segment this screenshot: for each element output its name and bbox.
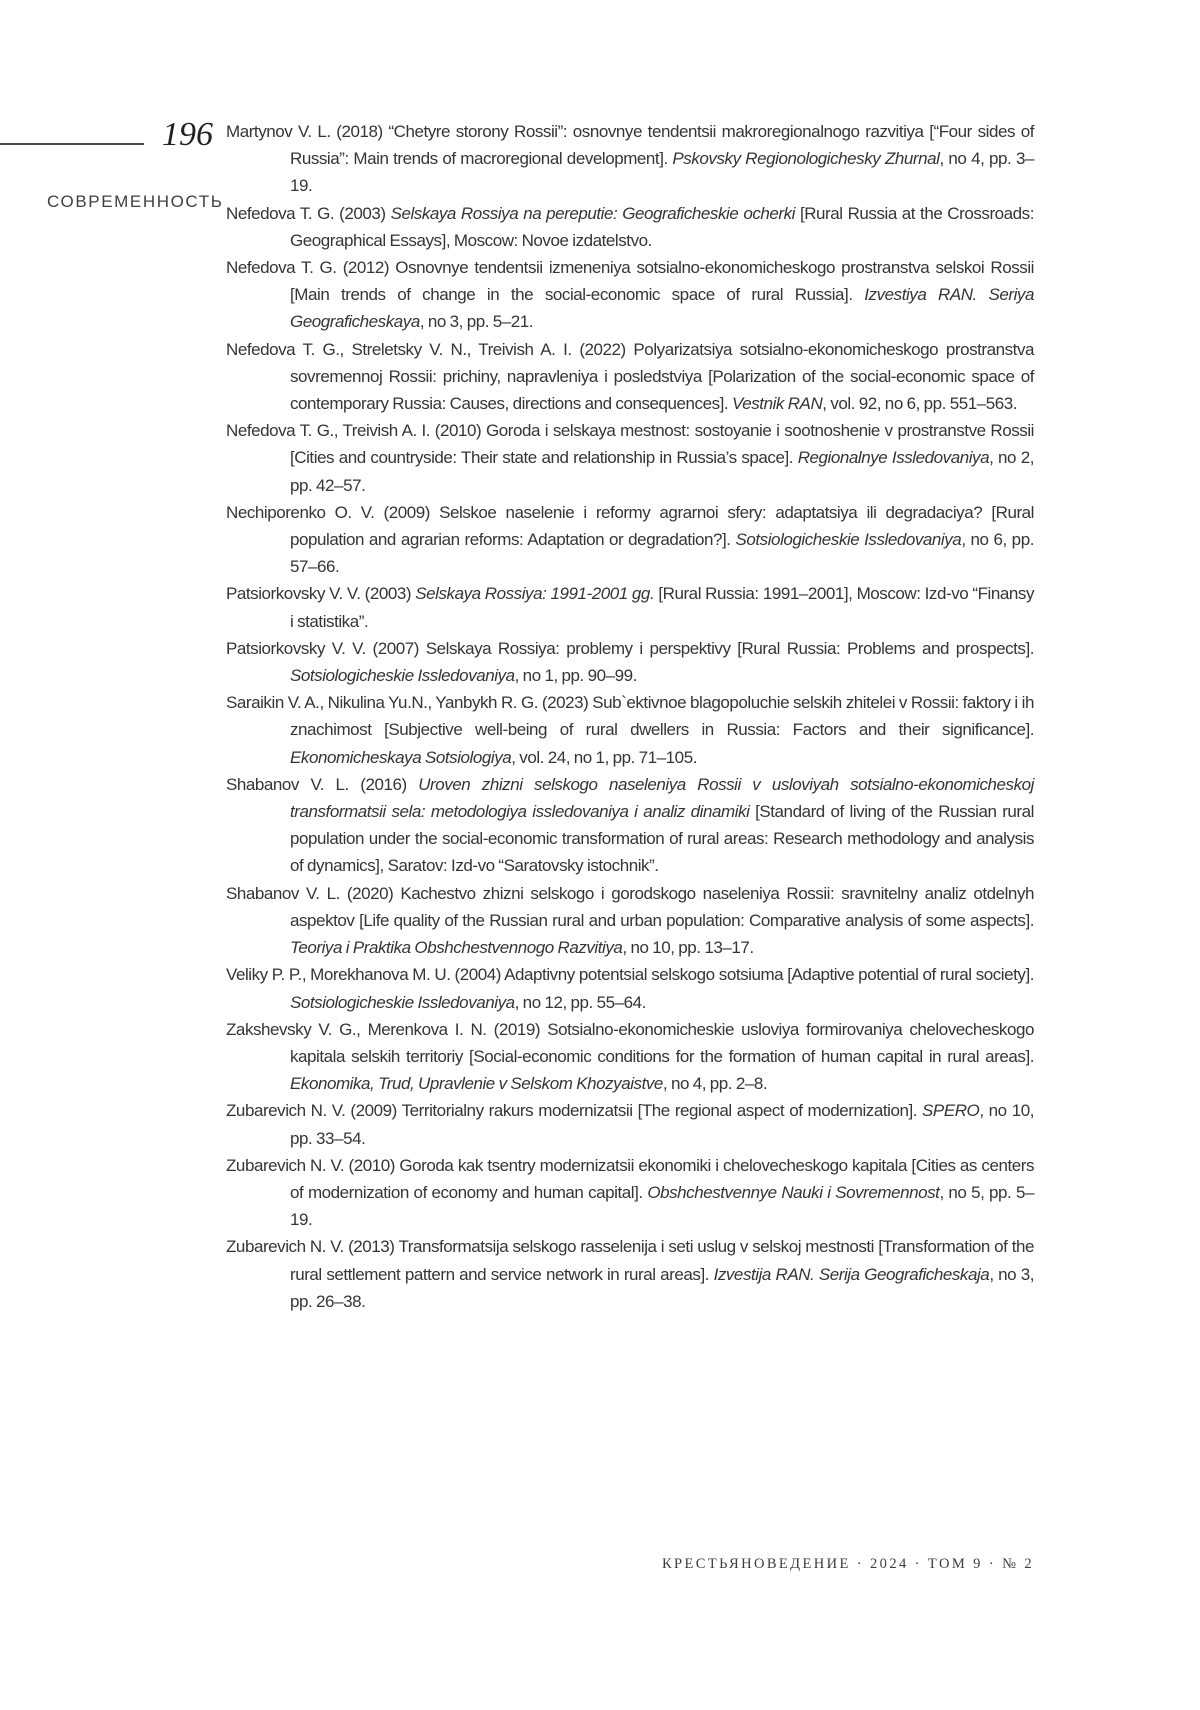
reference-text-segment: Ekonomika, Trud, Upravlenie v Selskom Khozyaistve [290,1074,663,1094]
reference-text-segment: Zubarevich N. V. (2009) Territorialny rakurs modernizatsii [The regional aspect of modernization]. [226,1101,923,1121]
reference-text-segment: Pskovsky Regionologichesky Zhurnal [672,149,940,169]
reference-text-segment: , vol. 24, no 1, pp. 71–105. [511,747,697,767]
reference-text-segment: , no 12, pp. 55–64. [514,992,646,1012]
reference-text-segment: Teoriya i Praktika Obshchestvennogo Razvitiya [290,938,623,958]
reference-text-segment: Shabanov V. L. (2016) [226,774,419,794]
reference-entry [226,336,1034,418]
page-number-rule [0,143,144,145]
reference-text-segment: , no 4, pp. 3–19. [290,149,1034,196]
reference-entry [226,1152,1034,1234]
reference-text-segment: , no 3, pp. 26–38. [290,1264,1035,1311]
reference-text-segment: , no 4, pp. 2–8. [662,1074,768,1094]
reference-text-segment: Sotsiologicheskie Issledovaniya [735,530,962,550]
reference-text-segment: [Standard of living of the Russian rural population under the social-economic transformation of rural areas: Research methodology and analysis of dynamics], Saratov: Izd-vo “Saratovsky istochnik”. [290,802,1034,876]
reference-text-segment: Patsiorkovsky V. V. (2003) [226,584,416,604]
reference-entry [226,417,1034,499]
reference-text-segment: SPERO [922,1101,980,1121]
reference-entry [226,689,1034,771]
reference-text-segment: Zubarevich N. V. (2010) Goroda kak tsentry modernizatsii ekonomiki i chelovecheskogo kapitala [Cities as centers of modernization of economy and human capital]. [226,1155,1034,1202]
reference-text-segment: , no 5, pp. 5–19. [290,1182,1035,1230]
reference-text-segment: Selskaya Rossiya na pereputie: Geograficheskie ocherki [390,203,795,223]
journal-footer: КРЕСТЬЯНОВЕДЕНИЕ · 2024 · ТОМ 9 · № 2 [661,1556,1034,1572]
reference-text-segment: [Rural Russia at the Crossroads: Geographical Essays], Moscow: Novoe izdatelstvo. [290,203,1034,250]
reference-text-segment: Nefedova T. G. (2003) [226,203,391,223]
reference-text-segment: , no 6, pp. 57–66. [290,530,1034,577]
reference-text-segment: Nefedova T. G., Treivish A. I. (2010) Goroda i selskaya mestnost: sostoyanie i sootnoshenie v prostranstve Rossii [Cities and countryside: Their state and relationship in Russia’s space]. [226,421,1034,468]
reference-entry [226,880,1034,962]
reference-text-segment: , no 3, pp. 5–21. [419,312,534,332]
reference-entry [226,1097,1034,1151]
reference-entry [226,1233,1034,1315]
reference-text-segment: , no 2, pp. 42–57. [290,448,1034,495]
reference-entry [226,580,1034,634]
reference-text-segment: , no 10, pp. 13–17. [622,938,754,958]
reference-text-segment: Vestnik RAN [731,394,823,414]
page-number: 196 [162,116,213,153]
reference-text-segment: Shabanov V. L. (2020) Kachestvo zhizni selskogo i gorodskogo naseleniya Rossii: sravnitelny analiz otdelnyh aspektov [Life quality of the Russian rural and urban population: Comparative analysis of some aspects]. [226,883,1034,930]
reference-entry [226,1016,1034,1098]
reference-entry [226,771,1034,880]
reference-entry [226,118,1034,200]
reference-entry [226,635,1034,689]
reference-text-segment: Uroven zhizni selskogo naseleniya Rossii v usloviyah sotsialno-ekonomicheskoj transformatsii sela: metodologiya issledovaniya i analiz dinamiki [290,774,1034,822]
reference-text-segment: Zubarevich N. V. (2013) Transformatsija selskogo rasselenija i seti uslug v selskoj mestnosti [Transformation of the rural settlement pattern and service network in rural areas]. [226,1237,1034,1284]
section-label: СОВРЕМЕННОСТЬ [47,192,224,211]
reference-text-segment: Obshchestvennye Nauki i Sovremennost [647,1182,940,1202]
references-list [226,118,1034,1315]
reference-text-segment: Izvestiya RAN. Seriya Geograficheskaya [290,285,1034,332]
reference-entry [226,254,1034,336]
reference-entry [226,200,1034,254]
reference-text-segment: Selskaya Rossiya: 1991-2001 gg. [415,584,655,604]
reference-text-segment: , no 1, pp. 90–99. [514,666,637,686]
reference-text-segment: Nefedova T. G. (2012) Osnovnye tendentsii izmeneniya sotsialno-ekonomicheskogo prostranstva selskoi Rossii [Main trends of change in the social-economic space of rural Russia]. [226,258,1034,305]
reference-text-segment: , vol. 92, no 6, pp. 551–563. [822,394,1018,414]
reference-entry [226,961,1034,1015]
reference-text-segment: , no 10, pp. 33–54. [290,1101,1034,1148]
reference-text-segment: Saraikin V. A., Nikulina Yu.N., Yanbykh R. G. (2023) Sub`ektivnoe blagopoluchie selskih zhitelei v Rossii: faktory i ih znachimost [Subjective well-being of rural dwellers in Russia: Factors and their significance]. [226,693,1034,740]
reference-text-segment: Nefedova T. G., Streletsky V. N., Treivish A. I. (2022) Polyarizatsiya sotsialno-ekonomicheskogo prostranstva sovremennoj Rossii: prichiny, napravleniya i posledstviya [Polarization of the social-economic space of contemporary Russia: Causes, directions and consequences]. [226,339,1034,414]
reference-text-segment: Regionalnye Issledovaniya [797,448,990,468]
reference-text-segment: Veliky P. P., Morekhanova M. U. (2004) Adaptivny potentsial selskogo sotsiuma [Adaptive potential of rural society]. [226,965,1034,985]
reference-text-segment: Ekonomicheskaya Sotsiologiya [290,747,512,767]
reference-entry [226,499,1034,581]
reference-text-segment: Zakshevsky V. G., Merenkova I. N. (2019) Sotsialno-ekonomicheskie usloviya formirovaniya chelovecheskogo kapitala selskih territoriy [Social-economic conditions for the formation of human capital in rural areas]. [226,1019,1034,1066]
reference-text-segment: Sotsiologicheskie Issledovaniya [290,992,515,1012]
reference-text-segment: Nechiporenko O. V. (2009) Selskoe naselenie i reformy agrarnoi sfery: adaptatsiya ili degradaciya? [Rural population and agrarian reforms: Adaptation or degradation?]. [226,502,1034,550]
reference-text-segment: Patsiorkovsky V. V. (2007) Selskaya Rossiya: problemy i perspektivy [Rural Russia: Problems and prospects]. [226,638,1034,658]
reference-text-segment: [Rural Russia: 1991–2001], Moscow: Izd-vo “Finansy i statistika”. [290,584,1034,631]
reference-text-segment: Martynov V. L. (2018) “Chetyre storony Rossii”: osnovnye tendentsii makroregionalnogo razvitiya [“Four sides of Russia”: Main trends of macroregional development]. [226,122,1034,169]
reference-text-segment: Sotsiologicheskie Issledovaniya [290,666,515,686]
reference-text-segment: Izvestija RAN. Serija Geograficheskaja [713,1264,990,1284]
